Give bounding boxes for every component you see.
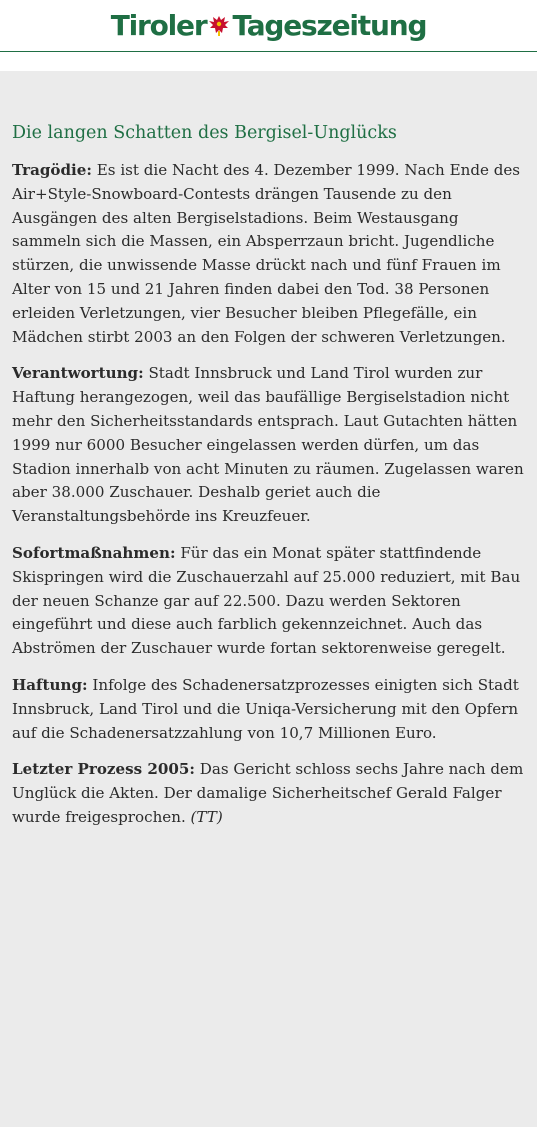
- paragraph-lead: Sofortmaßnahmen:: [12, 543, 176, 562]
- paragraph-text: Infolge des Schadenersatzprozesses einigten sich Stadt Innsbruck, Land Tirol und die Uniqa-Versicherung mit den Opfern auf die Schadenersatzzahlung von 10,7 Millionen Euro.: [12, 675, 519, 742]
- paragraph-text: Stadt Innsbruck und Land Tirol wurden zur Haftung herangezogen, weil das baufällige Bergiselstadion nicht mehr den Sicherheitsstandards entsprach. Laut Gutachten hätten 1999 nur 6000 Besucher eingelassen werden dürfen, um das Stadion innerhalb von acht Minuten zu räumen. Zugelassen waren aber 38.000 Zuschauer. Deshalb geriet auch die Veranstaltungsbehörde ins Kreuzfeuer.: [12, 364, 524, 526]
- logo-text-left: Tiroler: [110, 8, 207, 42]
- source-credit: (TT): [190, 807, 223, 826]
- paragraph-text: Für das ein Monat später stattfindende Skispringen wird die Zuschauerzahl auf 25.000 reduziert, mit Bau der neuen Schanze gar auf 22.500. Dazu werden Sektoren eingeführt und diese auch farblich gekennzeichnet. Auch das Abströmen der Zuschauer wurde fortan sektorenweise geregelt.: [12, 543, 521, 658]
- paragraph-letzter-prozess: [12, 758, 525, 829]
- site-logo[interactable]: [110, 8, 427, 42]
- paragraph-lead: Letzter Prozess 2005:: [12, 760, 195, 779]
- paragraph-tragoedie: [12, 159, 525, 349]
- logo-text-right: Tageszeitung: [232, 8, 427, 42]
- paragraph-lead: Haftung:: [12, 675, 88, 694]
- paragraph-sofortmassnahmen: [12, 542, 525, 661]
- paragraph-lead: Tragödie:: [12, 161, 92, 179]
- paragraph-haftung: [12, 674, 525, 745]
- paragraph-text: Es ist die Nacht des 4. Dezember 1999. Nach Ende des Air+Style-Snowboard-Contests drängen Tausende zu den Ausgängen des alten Bergiselstadions. Beim Westausgang sammeln sich die Massen, ein Absperrzaun bricht. Jugendliche stürzen, die unwissende Masse drückt nach und fünf Frauen im Alter von 15 und 21 Jahren finden dabei den Tod. 38 Personen erleiden Verletzungen, vier Besucher bleiben Pflegefälle, ein Mädchen stirbt 2003 an den Folgen der schweren Verletzungen.: [12, 161, 521, 346]
- paragraph-verantwortung: [12, 362, 525, 529]
- tyrolean-eagle-icon: [208, 14, 230, 38]
- site-header: [0, 0, 537, 52]
- paragraph-text: Das Gericht schloss sechs Jahre nach dem Unglück die Akten. Der damalige Sicherheitschef Gerald Falger wurde freigesprochen.: [12, 760, 524, 826]
- info-box: [0, 71, 537, 1127]
- paragraph-lead: Verantwortung:: [12, 364, 144, 383]
- info-box-title: Die langen Schatten des Bergisel-Unglücks: [12, 123, 397, 143]
- header-spacer: [0, 52, 537, 71]
